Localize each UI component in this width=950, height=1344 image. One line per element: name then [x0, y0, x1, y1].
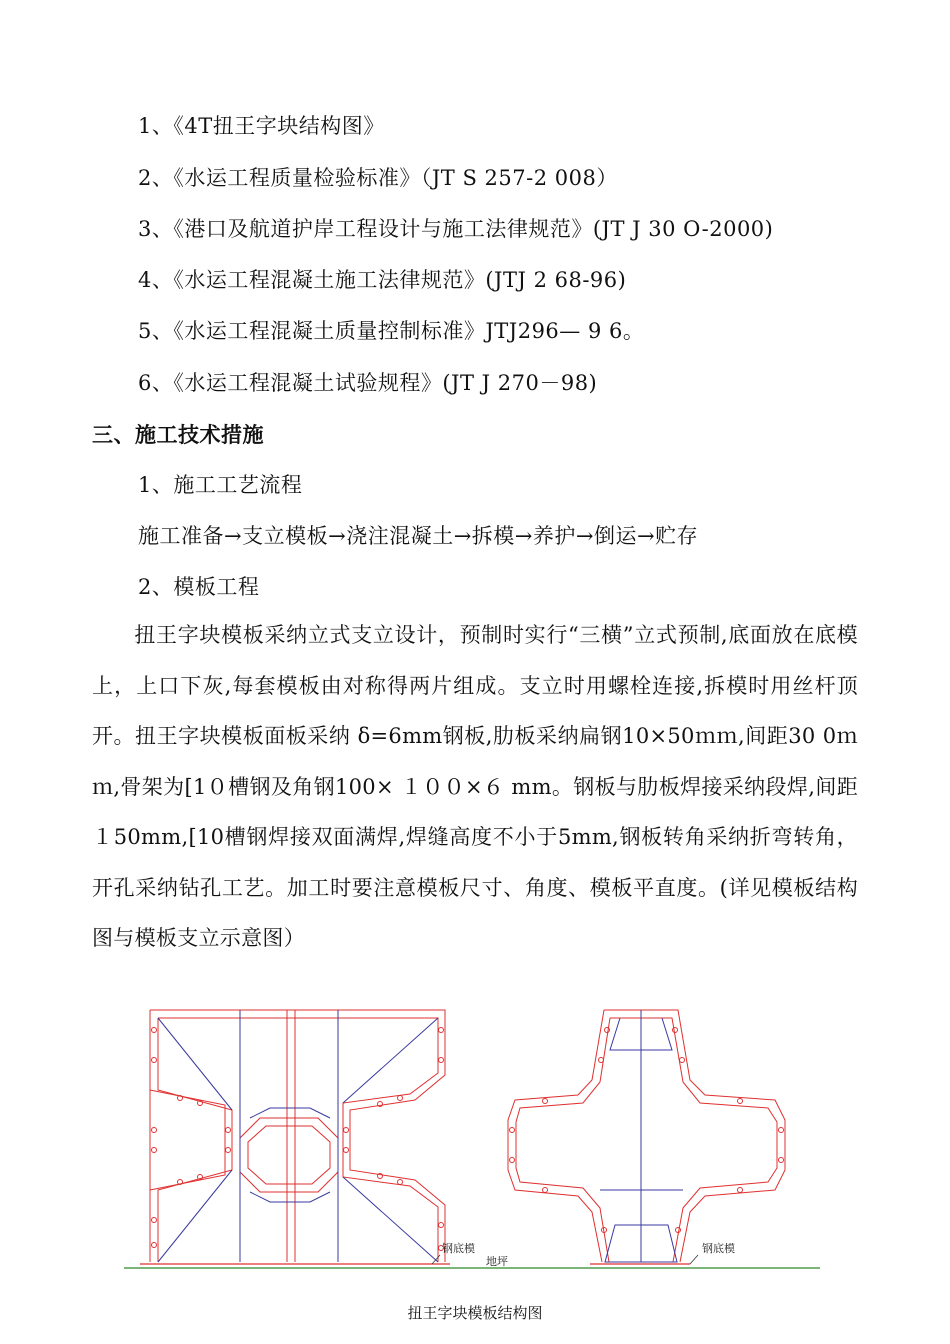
left-formwork-braces	[158, 1010, 438, 1262]
section-title: 三、施工技术措施	[92, 423, 264, 447]
reference-1: 1、《4T扭王字块结构图》	[138, 114, 385, 138]
reference-4: 4、《水运工程混凝土施工法律规范》(JTJ 2 68-96)	[138, 268, 627, 292]
figure-caption: 扭王字块模板结构图	[407, 1304, 543, 1322]
reference-2: 2、《水运工程质量检验标准》（JT S 257-2 008）	[138, 166, 618, 190]
formwork-paragraph	[92, 610, 858, 964]
reference-3: 3、《港口及航道护岸工程设计与施工法律规范》(JT J 30 O-2000)	[138, 217, 774, 241]
ground-line	[124, 1264, 820, 1268]
subsection-formwork: 2、模板工程	[138, 575, 260, 599]
label-steel-base-right: 钢底模	[702, 1242, 735, 1255]
reference-5: 5、《水运工程混凝土质量控制标准》JTJ296— 9 6。	[138, 319, 645, 343]
subsection-process: 1、施工工艺流程	[138, 473, 303, 497]
reference-6: 6、《水运工程混凝土试验规程》(JT J 270－98)	[138, 371, 598, 395]
label-ground: 地坪	[486, 1255, 508, 1268]
process-flow: 施工准备→支立模板→浇注混凝土→拆模→养护→倒运→贮存	[138, 524, 699, 548]
leader-lines	[432, 1255, 698, 1264]
right-formwork-braces	[600, 1010, 683, 1262]
formwork-paragraph-text: 扭王字块模板采纳立式支立设计，预制时实行“三横”立式预制,底面放在底模上，上口下灰,每套模板由对称得两片组成。支立时用螺栓连接,拆模时用丝杆顶开。扭王字块模板面板采纳 δ=6mm钢板,肋板采纳扁钢10×50ｍｍ,间距30 0ｍｍ,骨架为[1０槽钢及角钢100× １００×６ mm。钢板与肋板焊接采纳段焊,间距１50mm,[10槽钢焊接双面满焊,焊缝高度不小于5mm,钢板转角采纳折弯转角，开孔采纳钻孔工艺。加工时要注意模板尺寸、角度、模板平直度。(详见模板结构图与模板支立示意图）	[92, 623, 858, 950]
formwork-structure-diagram	[0, 990, 950, 1290]
label-steel-base-left: 钢底模	[442, 1242, 475, 1255]
left-formwork-view	[150, 1010, 445, 1262]
right-formwork-view	[508, 1010, 785, 1262]
